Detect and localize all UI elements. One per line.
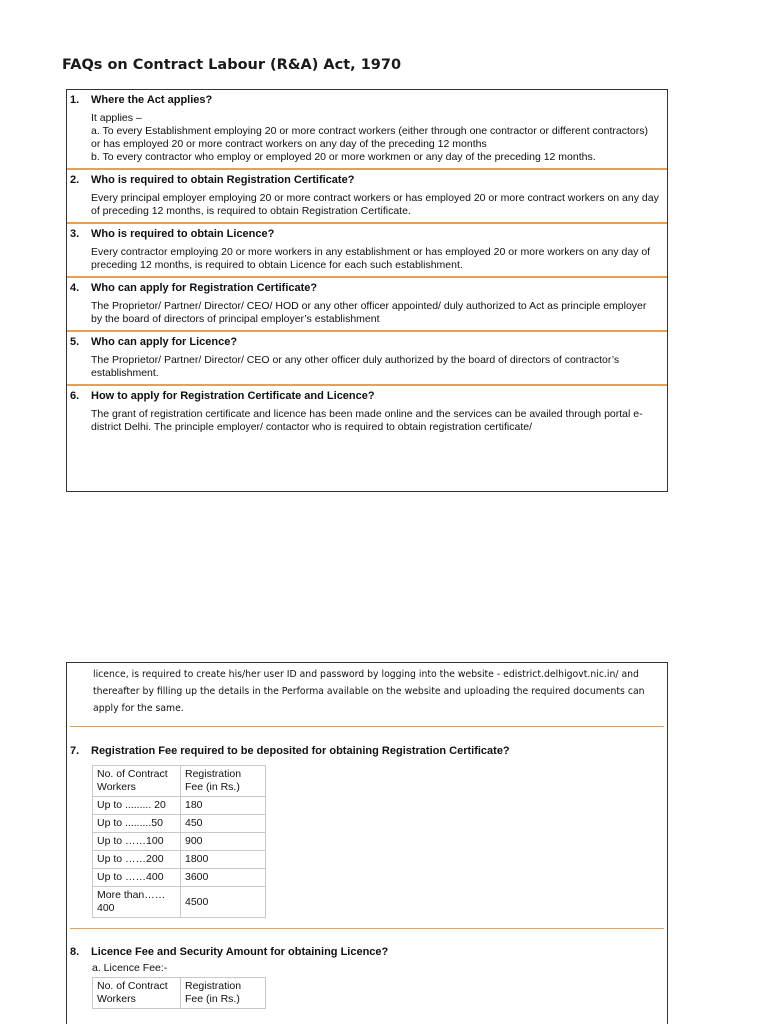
table-row (93, 815, 266, 833)
faq-question: Registration Fee required to be deposited for obtaining Registration Certificate? (91, 745, 510, 757)
faq-number: 6. (70, 390, 80, 402)
answer-line: The Proprietor/ Partner/ Director/ CEO or any other officer duly authorized by the board of directors of contractor’s establishment. (91, 354, 620, 379)
table-cell: Up to ……400 (93, 869, 181, 887)
table-row (93, 833, 266, 851)
section-divider (70, 928, 664, 929)
faq-number: 8. (70, 946, 80, 958)
faq-number: 1. (70, 94, 80, 106)
faq-item-5 (67, 332, 667, 386)
faq-answer (67, 403, 667, 438)
faq-box (66, 89, 668, 492)
table-row (93, 797, 266, 815)
licence-fee-table (92, 977, 266, 1009)
table-cell: 180 (181, 797, 266, 815)
faq-question: Who is required to obtain Licence? (91, 228, 275, 240)
table-cell: 450 (181, 815, 266, 833)
answer-line: It applies – (91, 112, 142, 124)
faq-item-3 (67, 224, 667, 278)
licence-fee-label: a. Licence Fee:- (92, 962, 168, 974)
faq-question: Who can apply for Licence? (91, 336, 238, 348)
faq-question: Who can apply for Registration Certificate? (91, 282, 318, 294)
table-header-cell: No. of Contract Workers (93, 766, 181, 797)
answer-line: Every contractor employing 20 or more workers in any establishment or has employed 20 or more workers on any day of preceding 12 months, is required to obtain Licence for each such establishment. (91, 246, 651, 271)
table-header-row (93, 766, 266, 797)
table-cell: 900 (181, 833, 266, 851)
table-cell: Up to ……200 (93, 851, 181, 869)
table-header-row (93, 978, 266, 1009)
faq-item-1 (67, 90, 667, 170)
table-row (93, 851, 266, 869)
faq-question: Where the Act applies? (91, 94, 213, 106)
table-cell: Up to ......... 20 (93, 797, 181, 815)
table-row (93, 887, 266, 918)
faq-box-continued (66, 662, 668, 1024)
faq-number: 2. (70, 174, 80, 186)
table-cell: More than……400 (93, 887, 181, 918)
faq-item-8 (67, 946, 667, 958)
faq-number: 5. (70, 336, 80, 348)
faq-answer (67, 241, 667, 276)
answer-line: The grant of registration certificate and licence has been made online and the services can be availed through portal e-district Delhi. The principle employer/ contactor who is required to obtain registration certificate/ (91, 408, 643, 433)
faq-question: Who is required to obtain Registration Certificate? (91, 174, 355, 186)
table-cell: Up to ……100 (93, 833, 181, 851)
continuation-text: licence, is required to create his/her user ID and password by logging into the website - edistrict.delhigovt.nic.in/ and thereafter by filling up the details in the Performa available on the website and uploading the required documents can apply for the same. (93, 669, 645, 714)
faq-number: 4. (70, 282, 80, 294)
table-cell: 1800 (181, 851, 266, 869)
page-title: FAQs on Contract Labour (R&A) Act, 1970 (62, 57, 402, 73)
faq-question: Licence Fee and Security Amount for obtaining Licence? (91, 946, 389, 958)
answer-line: Every principal employer employing 20 or more contract workers or has employed 20 or more contract workers on any day of preceding 12 months, is required to obtain Registration Certificate. (91, 192, 659, 217)
table-cell: 3600 (181, 869, 266, 887)
table-header-cell: Registration Fee (in Rs.) (181, 766, 266, 797)
table-row (93, 869, 266, 887)
answer-line: b. To every contractor who employ or employed 20 or more workmen or any day of the preceding 12 months. (91, 151, 596, 163)
table-header-cell: Registration Fee (in Rs.) (181, 978, 266, 1009)
faq-item-4 (67, 278, 667, 332)
faq-answer (67, 295, 667, 330)
faq-item-7 (67, 745, 667, 757)
faq-number: 3. (70, 228, 80, 240)
table-cell: Up to .........50 (93, 815, 181, 833)
faq-answer (67, 349, 667, 384)
faq-answer (67, 107, 667, 168)
faq-item-2 (67, 170, 667, 224)
faq-number: 7. (70, 745, 80, 757)
faq-item-6 (67, 386, 667, 438)
table-cell: 4500 (181, 887, 266, 918)
table-header-cell: No. of Contract Workers (93, 978, 181, 1009)
registration-fee-table (92, 765, 266, 918)
section-divider (70, 726, 664, 727)
faq-answer (67, 187, 667, 222)
answer-line: a. To every Establishment employing 20 or more contract workers (either through one contractor or different contractors) or has employed 20 or more contract workers on any day of the preceding 12 months (91, 125, 648, 150)
faq-question: How to apply for Registration Certificate and Licence? (91, 390, 375, 402)
answer-line: The Proprietor/ Partner/ Director/ CEO/ HOD or any other officer appointed/ duly authorized to Act as principle employer by the board of directors of principal employer’s establishment (91, 300, 647, 325)
